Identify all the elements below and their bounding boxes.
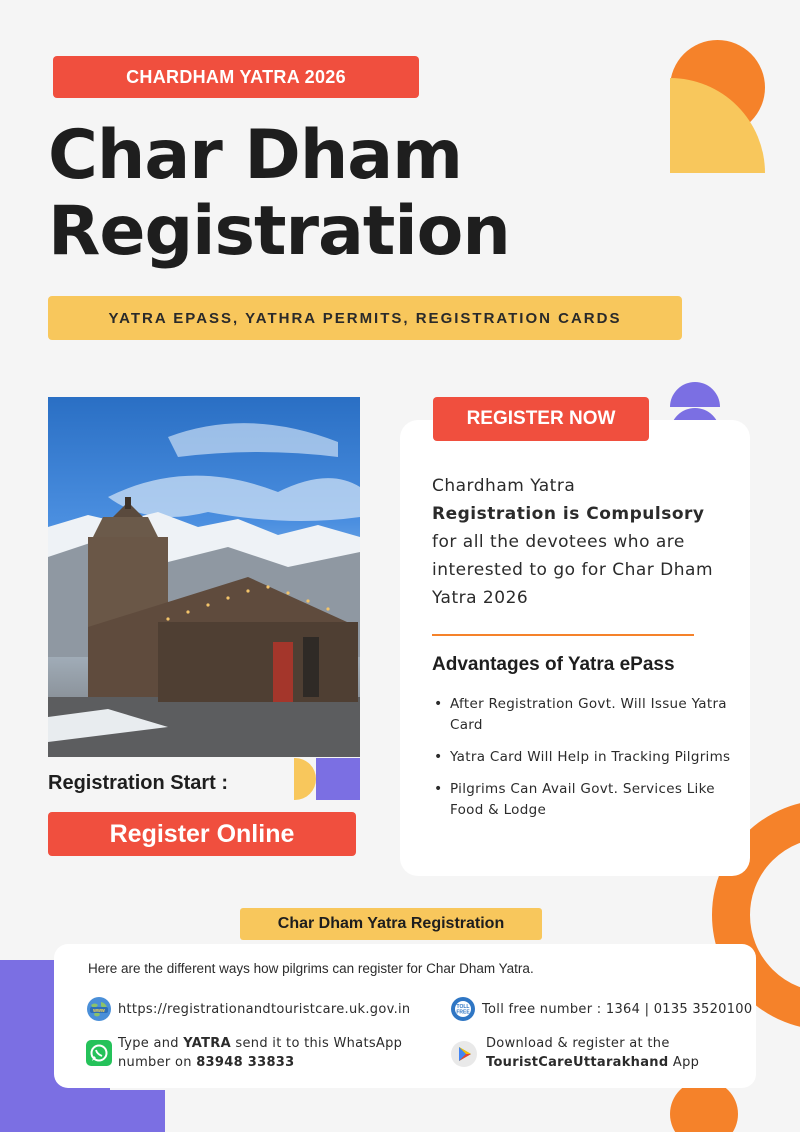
title-line-2: Registration <box>48 192 510 271</box>
compulsory-registration-text <box>432 472 732 612</box>
list-item: • Pilgrims Can Avail Govt. Services Like Food & Lodge <box>432 779 742 821</box>
toll-free-phone-icon <box>450 996 476 1022</box>
whatsapp-pre: Type and <box>118 1036 179 1051</box>
app-pre: Download & register at the <box>486 1036 670 1051</box>
divider <box>432 634 694 636</box>
whatsapp-mid: send it to this WhatsApp number on <box>118 1036 403 1070</box>
decor-purple-step <box>0 1090 165 1132</box>
decor-purple-semicircle <box>670 382 720 407</box>
decor-yellow-half-circle <box>294 758 316 800</box>
advantages-list <box>432 694 742 832</box>
app-post: App <box>672 1055 700 1070</box>
list-item: • After Registration Govt. Will Issue Yatra Card <box>432 694 742 736</box>
website-row <box>86 996 410 1022</box>
app-name[interactable]: TouristCareUttarakhand <box>486 1055 669 1070</box>
para-pre: Chardham Yatra <box>432 476 576 496</box>
methods-intro: Here are the different ways how pilgrims can register for Char Dham Yatra. <box>88 961 534 976</box>
register-online-button[interactable]: Register Online <box>48 812 356 856</box>
svg-text:TOLL: TOLL <box>456 1004 470 1010</box>
tollfree-row <box>450 996 752 1022</box>
title-line-1: Char Dham <box>48 116 463 195</box>
para-post: for all the devotees who are interested to go for Char Dham Yatra 2026 <box>432 532 714 608</box>
app-text <box>486 1034 726 1072</box>
tollfree-number: Toll free number : 1364 | 0135 3520100 <box>482 1001 753 1017</box>
whatsapp-text <box>118 1034 418 1072</box>
svg-text:FREE: FREE <box>456 1009 470 1016</box>
subtitle-banner: YATRA EPASS, YATHRA PERMITS, REGISTRATION CARDS <box>48 296 682 340</box>
registration-start-label: Registration Start : <box>48 772 229 794</box>
temple-photo <box>48 397 360 757</box>
list-item: • Yatra Card Will Help in Tracking Pilgrims <box>432 747 742 768</box>
yatra-year-tag: CHARDHAM YATRA 2026 <box>53 56 419 98</box>
website-link[interactable]: https://registrationandtouristcare.uk.gov.in <box>118 1001 411 1017</box>
svg-text:www: www <box>93 1007 105 1014</box>
decor-purple-square <box>316 758 360 800</box>
register-now-button[interactable]: REGISTER NOW <box>433 397 649 441</box>
whatsapp-icon <box>86 1040 112 1066</box>
page-title <box>48 118 648 270</box>
whatsapp-keyword: YATRA <box>183 1036 231 1051</box>
advantages-title: Advantages of Yatra ePass <box>432 654 675 675</box>
app-row <box>450 1034 726 1072</box>
section-tag: Char Dham Yatra Registration <box>240 908 542 940</box>
whatsapp-number[interactable]: 83948 33833 <box>196 1055 295 1070</box>
play-store-icon <box>450 1040 476 1066</box>
whatsapp-row <box>86 1034 418 1072</box>
para-bold: Registration is Compulsory <box>432 504 705 524</box>
www-globe-icon <box>86 996 112 1022</box>
